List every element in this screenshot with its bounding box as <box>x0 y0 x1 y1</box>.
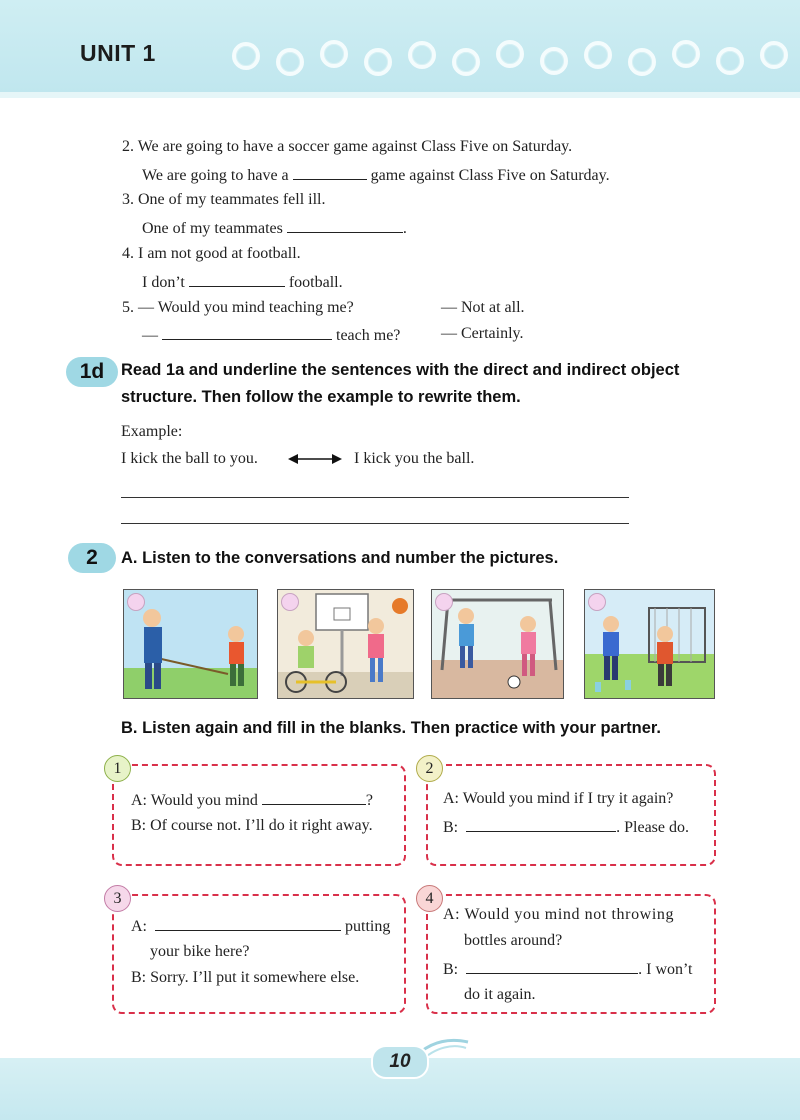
double-arrow-icon <box>288 452 342 466</box>
picture-2-number-circle[interactable] <box>281 593 299 611</box>
dialogue-3-blank[interactable] <box>155 915 341 931</box>
dialogue-3-line-b: B: Sorry. I’ll put it somewhere else. <box>131 969 360 986</box>
decorative-rings <box>232 38 800 74</box>
dialogue-4-line-a: A: Would you mind not throwing <box>443 906 675 923</box>
part-a-instruction: A. Listen to the conversations and number the pictures. <box>121 549 559 567</box>
picture-3-number-circle[interactable] <box>435 593 453 611</box>
section-1d-badge: 1d <box>66 357 118 387</box>
dialogue-3-line-a: A: putting <box>131 915 390 937</box>
dialogue-3-line-a-cont: your bike here? <box>150 943 250 960</box>
header-band <box>0 0 800 98</box>
item2-question: 2. We are going to have a soccer game against Class Five on Saturday. <box>122 138 573 155</box>
dialogue-1-blank[interactable] <box>262 789 366 805</box>
dialogue-2-blank[interactable] <box>466 816 616 832</box>
item4-blank[interactable] <box>189 271 285 287</box>
picture-4-number-circle[interactable] <box>588 593 606 611</box>
picture-2 <box>277 589 414 699</box>
unit-title: UNIT 1 <box>80 40 156 66</box>
example-right: I kick you the ball. <box>354 450 475 467</box>
item5-question: 5. — Would you mind teaching me? <box>122 299 354 316</box>
item2-blank[interactable] <box>293 164 367 180</box>
item5-blank[interactable] <box>162 324 332 340</box>
item4-question: 4. I am not good at football. <box>122 245 301 262</box>
dialogue-4-blank[interactable] <box>466 958 638 974</box>
dialogue-box-1 <box>112 764 406 866</box>
page-number: 10 <box>371 1045 429 1079</box>
item5-answer: — teach me? <box>142 324 400 346</box>
picture-1 <box>123 589 258 699</box>
item3-blank[interactable] <box>287 217 403 233</box>
item4-answer: I don’t football. <box>142 271 343 293</box>
picture-4 <box>584 589 715 699</box>
example-left: I kick the ball to you. <box>121 450 258 467</box>
item5-question-reply: — Not at all. <box>441 299 525 316</box>
answer-line-1[interactable] <box>121 497 629 498</box>
picture-1-number-circle[interactable] <box>127 593 145 611</box>
dialogue-box-2 <box>426 764 716 866</box>
part-b-instruction: B. Listen again and fill in the blanks. Then practice with your partner. <box>121 719 662 737</box>
dialogue-2-line-b: B: . Please do. <box>443 816 689 838</box>
dialogue-4-line-b-cont: do it again. <box>464 986 536 1003</box>
picture-3 <box>431 589 564 699</box>
item3-question: 3. One of my teammates fell ill. <box>122 191 326 208</box>
dialogue-4-line-b: B: . I won’t <box>443 958 693 980</box>
dialogue-2-line-a: A: Would you mind if I try it again? <box>443 790 674 807</box>
dialogue-1-line-a: A: Would you mind ? <box>131 789 373 811</box>
section-1d-instruction: Read 1a and underline the sentences with the direct and indirect object structure. Then follow the example to rewrite them. <box>121 361 680 406</box>
dialogue-4-line-a-cont: bottles around? <box>464 932 563 949</box>
example-label: Example: <box>121 423 183 440</box>
dialogue-number-4: 4 <box>416 885 443 912</box>
dialogue-number-2: 2 <box>416 755 443 782</box>
dialogue-number-1: 1 <box>104 755 131 782</box>
item2-answer: We are going to have a game against Class Five on Saturday. <box>142 164 610 186</box>
answer-line-2[interactable] <box>121 523 629 524</box>
item3-answer: One of my teammates . <box>142 217 407 239</box>
dialogue-number-3: 3 <box>104 885 131 912</box>
section-2-badge: 2 <box>68 543 116 573</box>
item5-answer-reply: — Certainly. <box>441 325 524 342</box>
dialogue-1-line-b: B: Of course not. I’ll do it right away. <box>131 817 373 834</box>
